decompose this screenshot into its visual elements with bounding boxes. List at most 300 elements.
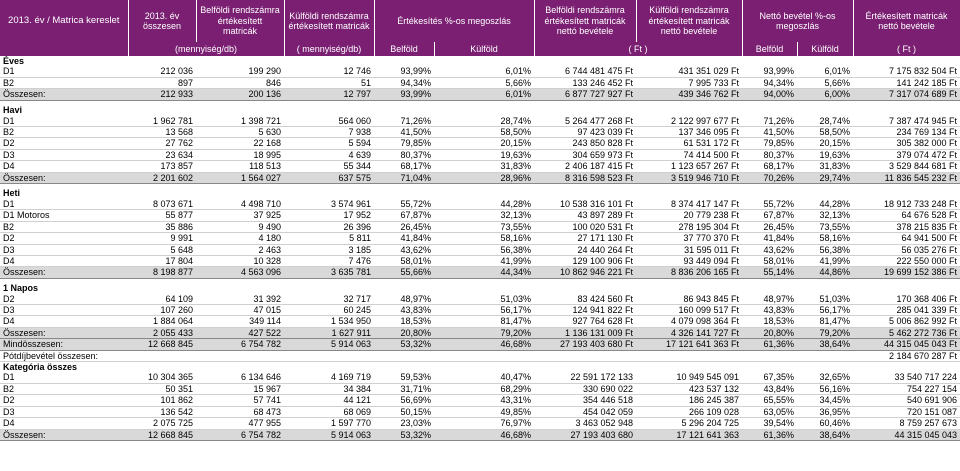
row-label: D2 (0, 294, 128, 305)
row-value: 43,62% (742, 244, 797, 255)
row-value: 200 136 (196, 89, 284, 100)
header-revenue-split: Nettó bevétel %-os megoszlás (742, 0, 853, 42)
section-title-row (0, 283, 960, 293)
row-value: 20,15% (797, 138, 853, 149)
row-value: 8 316 598 523 Ft (534, 172, 636, 183)
row-value: 19 699 152 386 Ft (853, 267, 960, 278)
row-value: 101 862 (128, 395, 196, 406)
row-value: 173 857 (128, 161, 196, 172)
row-label: D3 (0, 149, 128, 160)
row-value: 55,72% (742, 199, 797, 210)
row-label: B2 (0, 126, 128, 137)
row-value: 10 538 316 101 Ft (534, 199, 636, 210)
row-value: 43,83% (742, 305, 797, 316)
row-value: 32,13% (797, 210, 853, 221)
row-value: 1 597 770 (284, 418, 374, 429)
row-value: 55 877 (128, 210, 196, 221)
row-value: 56,38% (434, 244, 534, 255)
row-label: D1 (0, 372, 128, 383)
row-value: 431 351 029 Ft (636, 66, 742, 77)
row-label: B2 (0, 77, 128, 88)
row-value: 20 779 238 Ft (636, 210, 742, 221)
row-value: 5 296 204 725 (636, 418, 742, 429)
row-value: 222 550 000 Ft (853, 255, 960, 266)
row-label: B2 (0, 221, 128, 232)
row-value: 212 036 (128, 66, 196, 77)
row-value: 26,45% (374, 221, 434, 232)
section-total-row (0, 172, 960, 183)
row-value: 68,17% (374, 161, 434, 172)
section-title-row (0, 362, 960, 373)
header-unit-foreign2: Külföld (797, 42, 853, 56)
table-row (0, 149, 960, 160)
row-value: 41,99% (797, 255, 853, 266)
row-value: 27 762 (128, 138, 196, 149)
row-value: 94,00% (742, 89, 797, 100)
row-label: Összesen: (0, 172, 128, 183)
table-row (0, 305, 960, 316)
row-value: 754 227 154 (853, 383, 960, 394)
row-label: Összesen: (0, 429, 128, 440)
row-value: 56,17% (797, 305, 853, 316)
row-value: 56,38% (797, 244, 853, 255)
row-value: 71,26% (374, 116, 434, 127)
row-value: 9 490 (196, 221, 284, 232)
table-row (0, 77, 960, 88)
row-value: 19,63% (434, 149, 534, 160)
row-value: 379 074 472 Ft (853, 149, 960, 160)
row-value: 94,34% (374, 77, 434, 88)
row-value: 10 949 545 091 (636, 372, 742, 383)
row-value: 6,00% (797, 89, 853, 100)
row-value: 23,03% (374, 418, 434, 429)
row-value: 58,16% (797, 233, 853, 244)
row-value: 170 368 406 Ft (853, 294, 960, 305)
row-value: 160 099 517 Ft (636, 305, 742, 316)
row-value: 44 315 045 043 (853, 429, 960, 440)
row-value: 5 914 063 (284, 429, 374, 440)
row-label: D4 (0, 316, 128, 327)
row-value: 31 595 011 Ft (636, 244, 742, 255)
row-value: 48,97% (742, 294, 797, 305)
row-value: 354 446 518 (534, 395, 636, 406)
row-value: 10 862 946 221 Ft (534, 267, 636, 278)
row-value: 61,36% (742, 429, 797, 440)
section-total-row (0, 267, 960, 278)
row-label: D1 (0, 199, 128, 210)
table-row (0, 138, 960, 149)
row-value: 22 168 (196, 138, 284, 149)
row-value: 285 041 339 Ft (853, 305, 960, 316)
row-value: 6,01% (434, 89, 534, 100)
row-value: 80,37% (742, 149, 797, 160)
row-value: 6,01% (434, 66, 534, 77)
header-unit-currency2: ( Ft ) (853, 42, 960, 56)
row-value: 7 175 832 504 Ft (853, 66, 960, 77)
row-value: 8 073 671 (128, 199, 196, 210)
row-value: 6 877 727 927 Ft (534, 89, 636, 100)
section-title-row (0, 188, 960, 198)
row-label: D3 (0, 406, 128, 417)
header-foreign-sold: Külföldi rendszámra értékesített matricák (284, 0, 374, 42)
row-value: 454 042 059 (534, 406, 636, 417)
row-value: 93,99% (374, 89, 434, 100)
row-label: D2 (0, 395, 128, 406)
row-value: 137 346 095 Ft (636, 126, 742, 137)
row-value: 1 884 064 (128, 316, 196, 327)
row-value: 50 351 (128, 383, 196, 394)
table-header (0, 0, 960, 56)
table-row (0, 383, 960, 394)
row-value: 44,34% (434, 267, 534, 278)
row-label: D2 (0, 138, 128, 149)
section-title: 1 Napos (0, 283, 960, 293)
row-value: 13 568 (128, 126, 196, 137)
table-row (0, 210, 960, 221)
row-value: 118 513 (196, 161, 284, 172)
row-value: 79,85% (742, 138, 797, 149)
table-row (0, 199, 960, 210)
row-value: 68 069 (284, 406, 374, 417)
row-value: 8 759 257 673 (853, 418, 960, 429)
row-value: 55,66% (374, 267, 434, 278)
row-value: 243 850 828 Ft (534, 138, 636, 149)
row-value: 439 346 762 Ft (636, 89, 742, 100)
row-value: 330 690 022 (534, 383, 636, 394)
table-row (0, 66, 960, 77)
row-value: 73,55% (434, 221, 534, 232)
row-value: 846 (196, 77, 284, 88)
row-value: 58,50% (434, 126, 534, 137)
row-value: 61,36% (742, 339, 797, 350)
row-value: 51,03% (434, 294, 534, 305)
row-value: 349 114 (196, 316, 284, 327)
row-value: 56,16% (797, 383, 853, 394)
row-value: 7 995 733 Ft (636, 77, 742, 88)
row-value: 5,66% (797, 77, 853, 88)
row-value: 28,96% (434, 172, 534, 183)
row-value: 67,87% (742, 210, 797, 221)
row-value: 32 717 (284, 294, 374, 305)
grand-total-row (0, 339, 960, 350)
row-label: D1 Motoros (0, 210, 128, 221)
row-value: 5 006 862 992 Ft (853, 316, 960, 327)
row-value: 3 529 844 681 Ft (853, 161, 960, 172)
row-value: 34,45% (797, 395, 853, 406)
row-value: 17 952 (284, 210, 374, 221)
row-value: 18 912 733 248 Ft (853, 199, 960, 210)
row-value: 186 245 387 (636, 395, 742, 406)
table-row (0, 126, 960, 137)
row-value: 5 648 (128, 244, 196, 255)
row-value: 60,46% (797, 418, 853, 429)
row-value: 60 245 (284, 305, 374, 316)
row-value: 20,15% (434, 138, 534, 149)
row-value: 67,35% (742, 372, 797, 383)
category-total-row (0, 429, 960, 440)
row-value: 51,03% (797, 294, 853, 305)
row-value: 17 804 (128, 255, 196, 266)
row-value: 564 060 (284, 116, 374, 127)
row-value: 20,80% (742, 327, 797, 338)
row-value: 28,74% (797, 116, 853, 127)
row-value: 31,83% (797, 161, 853, 172)
row-value: 58,50% (797, 126, 853, 137)
row-value: 50,15% (374, 406, 434, 417)
row-value: 266 109 028 (636, 406, 742, 417)
row-value: 32,13% (434, 210, 534, 221)
row-value: 19,63% (797, 149, 853, 160)
row-value: 43 897 289 Ft (534, 210, 636, 221)
row-value: 4 498 710 (196, 199, 284, 210)
section-title-row (0, 56, 960, 66)
row-value: 1 564 027 (196, 172, 284, 183)
row-value: 93 449 094 Ft (636, 255, 742, 266)
row-value: 2 463 (196, 244, 284, 255)
row-label: B2 (0, 383, 128, 394)
row-value: 43,62% (374, 244, 434, 255)
row-value: 5 630 (196, 126, 284, 137)
row-value: 2 406 187 415 Ft (534, 161, 636, 172)
extra-income-value: 2 184 670 287 Ft (853, 350, 960, 361)
row-value: 2 122 997 677 Ft (636, 116, 742, 127)
row-value: 7 387 474 945 Ft (853, 116, 960, 127)
row-value: 7 938 (284, 126, 374, 137)
row-value: 107 260 (128, 305, 196, 316)
row-value: 59,53% (374, 372, 434, 383)
row-value: 305 382 000 Ft (853, 138, 960, 149)
row-value: 10 328 (196, 255, 284, 266)
section-title: Havi (0, 105, 960, 115)
row-label: Mindösszesen: (0, 339, 128, 350)
row-value: 71,26% (742, 116, 797, 127)
row-value: 18 995 (196, 149, 284, 160)
row-value: 61 531 172 Ft (636, 138, 742, 149)
row-label: Összesen: (0, 327, 128, 338)
row-value: 29,74% (797, 172, 853, 183)
table-row (0, 116, 960, 127)
row-value: 43,83% (374, 305, 434, 316)
row-value: 35 886 (128, 221, 196, 232)
table-row (0, 255, 960, 266)
row-label: D3 (0, 244, 128, 255)
header-sales-split: Értékesítés %-os megoszlás (374, 0, 534, 42)
row-value: 43,84% (742, 383, 797, 394)
row-value: 15 967 (196, 383, 284, 394)
section-title: Kategória összes (0, 362, 960, 373)
row-value: 41,99% (434, 255, 534, 266)
row-value: 24 440 264 Ft (534, 244, 636, 255)
row-value: 18,53% (374, 316, 434, 327)
row-value: 5 914 063 (284, 339, 374, 350)
row-value: 1 398 721 (196, 116, 284, 127)
extra-income-row (0, 350, 960, 361)
row-value: 2 201 602 (128, 172, 196, 183)
row-value: 8 836 206 165 Ft (636, 267, 742, 278)
row-value: 51 (284, 77, 374, 88)
row-value: 8 374 417 147 Ft (636, 199, 742, 210)
row-value: 1 534 950 (284, 316, 374, 327)
row-value: 33 540 717 224 (853, 372, 960, 383)
row-value: 46,68% (434, 339, 534, 350)
row-value: 55 344 (284, 161, 374, 172)
row-value: 93,99% (742, 66, 797, 77)
row-value: 378 215 835 Ft (853, 221, 960, 232)
row-value: 94,34% (742, 77, 797, 88)
row-value: 427 522 (196, 327, 284, 338)
row-value: 8 198 877 (128, 267, 196, 278)
row-value: 6 754 782 (196, 339, 284, 350)
header-unit-domestic1: Belföld (374, 42, 434, 56)
table-row (0, 372, 960, 383)
row-value: 897 (128, 77, 196, 88)
row-value: 63,05% (742, 406, 797, 417)
row-value: 3 574 961 (284, 199, 374, 210)
table-row (0, 233, 960, 244)
header-domestic-revenue: Belföldi rendszámra értékesített matricák nettó bevétele (534, 0, 636, 42)
row-label: D3 (0, 305, 128, 316)
row-value: 27 193 403 680 (534, 429, 636, 440)
row-value: 22 591 172 133 (534, 372, 636, 383)
row-value: 5 594 (284, 138, 374, 149)
row-value: 83 424 560 Ft (534, 294, 636, 305)
row-value: 79,20% (797, 327, 853, 338)
row-value: 44 121 (284, 395, 374, 406)
section-total-row (0, 327, 960, 338)
row-value: 55,14% (742, 267, 797, 278)
row-value: 32,65% (797, 372, 853, 383)
row-label: D4 (0, 255, 128, 266)
row-value: 41,50% (742, 126, 797, 137)
row-value: 4 079 098 364 Ft (636, 316, 742, 327)
row-value: 2 075 725 (128, 418, 196, 429)
row-value: 43,31% (434, 395, 534, 406)
row-label: D1 (0, 116, 128, 127)
row-value: 1 962 781 (128, 116, 196, 127)
row-value: 97 423 039 Ft (534, 126, 636, 137)
row-value: 67,87% (374, 210, 434, 221)
section-total-row (0, 89, 960, 100)
row-value: 5 811 (284, 233, 374, 244)
row-value: 53,32% (374, 339, 434, 350)
table-body (0, 56, 960, 440)
row-value: 44,28% (797, 199, 853, 210)
header-demand: 2013. év / Matrica kereslet (0, 0, 128, 42)
row-value: 20,80% (374, 327, 434, 338)
section-title: Éves (0, 56, 960, 66)
section-title: Heti (0, 188, 960, 198)
row-value: 79,85% (374, 138, 434, 149)
row-value: 58,01% (742, 255, 797, 266)
row-value: 31,71% (374, 383, 434, 394)
row-value: 41,84% (742, 233, 797, 244)
header-unit-currency1: ( Ft ) (534, 42, 742, 56)
table-row (0, 395, 960, 406)
header-total: 2013. év összesen (128, 0, 196, 42)
row-value: 637 575 (284, 172, 374, 183)
row-value: 68,17% (742, 161, 797, 172)
row-value: 56 035 276 Ft (853, 244, 960, 255)
row-value: 6,01% (797, 66, 853, 77)
row-value: 70,26% (742, 172, 797, 183)
row-value: 7 317 074 689 Ft (853, 89, 960, 100)
row-value: 56,17% (434, 305, 534, 316)
row-value: 17 121 641 363 (636, 429, 742, 440)
header-unit-foreign1: Külföld (434, 42, 534, 56)
header-total-revenue: Értékesített matricák nettó bevétele (853, 0, 960, 42)
row-value: 49,85% (434, 406, 534, 417)
row-value: 38,64% (797, 429, 853, 440)
row-value: 58,01% (374, 255, 434, 266)
row-value: 86 943 845 Ft (636, 294, 742, 305)
row-value: 3 185 (284, 244, 374, 255)
row-value: 93,99% (374, 66, 434, 77)
row-value: 12 797 (284, 89, 374, 100)
row-value: 4 180 (196, 233, 284, 244)
row-value: 423 537 132 (636, 383, 742, 394)
row-value: 7 476 (284, 255, 374, 266)
row-value: 73,55% (797, 221, 853, 232)
row-value: 927 764 628 Ft (534, 316, 636, 327)
row-value: 1 136 131 009 Ft (534, 327, 636, 338)
row-value: 4 639 (284, 149, 374, 160)
row-value: 11 836 545 232 Ft (853, 172, 960, 183)
row-value: 58,16% (434, 233, 534, 244)
row-value: 64 109 (128, 294, 196, 305)
row-label: D1 (0, 66, 128, 77)
row-value: 304 659 973 Ft (534, 149, 636, 160)
header-unit-blank (0, 42, 128, 56)
row-value: 74 414 500 Ft (636, 149, 742, 160)
row-value: 1 627 911 (284, 327, 374, 338)
row-value: 4 326 141 727 Ft (636, 327, 742, 338)
table-row (0, 244, 960, 255)
row-value: 2 055 433 (128, 327, 196, 338)
row-value: 65,55% (742, 395, 797, 406)
header-unit-count1: (mennyiség/db) (128, 42, 284, 56)
row-value: 5,66% (434, 77, 534, 88)
row-value: 34 384 (284, 383, 374, 394)
extra-income-label: Pótdíjbevétel összesen: (0, 350, 853, 361)
row-value: 48,97% (374, 294, 434, 305)
header-unit-count2: ( mennyiség/db) (284, 42, 374, 56)
row-value: 64 676 528 Ft (853, 210, 960, 221)
row-value: 28,74% (434, 116, 534, 127)
table-row (0, 406, 960, 417)
row-value: 3 463 052 948 (534, 418, 636, 429)
row-value: 23 634 (128, 149, 196, 160)
row-value: 47 015 (196, 305, 284, 316)
row-value: 56,69% (374, 395, 434, 406)
row-value: 18,53% (742, 316, 797, 327)
row-value: 27 193 403 680 Ft (534, 339, 636, 350)
row-value: 141 242 185 Ft (853, 77, 960, 88)
row-value: 55,72% (374, 199, 434, 210)
row-value: 26,45% (742, 221, 797, 232)
row-value: 100 020 531 Ft (534, 221, 636, 232)
row-value: 41,50% (374, 126, 434, 137)
row-value: 212 933 (128, 89, 196, 100)
row-value: 4 563 096 (196, 267, 284, 278)
table-row (0, 316, 960, 327)
row-value: 81,47% (797, 316, 853, 327)
row-value: 4 169 719 (284, 372, 374, 383)
row-value: 133 246 452 Ft (534, 77, 636, 88)
row-value: 720 151 087 (853, 406, 960, 417)
row-value: 136 542 (128, 406, 196, 417)
row-value: 44,86% (797, 267, 853, 278)
row-value: 76,97% (434, 418, 534, 429)
